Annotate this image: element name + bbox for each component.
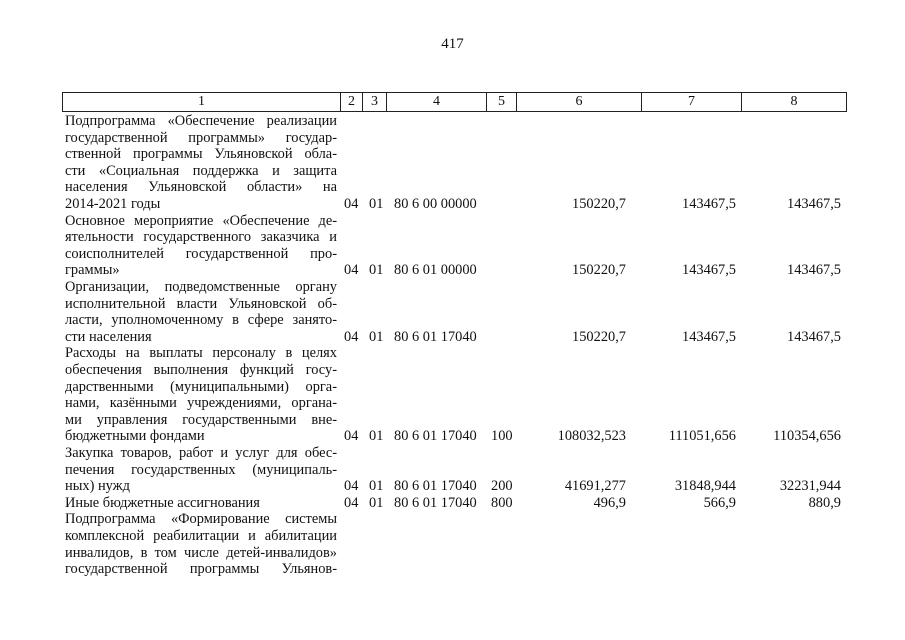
row-name — [65, 345, 337, 445]
cell-c5: 800 — [491, 494, 513, 511]
cell-c6: 150220,7 — [572, 196, 626, 212]
row-name-line: обеспечения выполнения функций госу- — [65, 361, 337, 378]
row-name-line: печения государственных (муниципаль- — [65, 461, 337, 478]
row-name-line: государственной программы Ульянов- — [65, 561, 337, 578]
cell-c2: 04 — [344, 262, 359, 279]
row-name-line: инвалидов, в том числе детей-инвалидов» — [65, 544, 337, 561]
cell-c6: 150220,7 — [572, 328, 626, 345]
cell-c8: 32231,944 — [779, 478, 841, 495]
row-name-line: сти «Социальная поддержка и защита — [65, 162, 337, 179]
cell-c7: 31848,944 — [674, 478, 736, 495]
row-name-line: Расходы на выплаты персоналу в целях — [65, 345, 337, 362]
cell-c5: 100 — [491, 428, 513, 445]
header-col-7: 7 — [642, 93, 742, 111]
cell-c2: 04 — [344, 196, 359, 212]
row-name-line: ми управления государственными вне- — [65, 411, 337, 428]
cell-c3: 01 — [369, 478, 384, 495]
page-number: 417 — [441, 36, 464, 52]
cell-c4: 80 6 00 00000 — [394, 196, 477, 212]
row-name-line: сти населения — [65, 328, 152, 345]
row-name — [65, 279, 337, 345]
row-name-line: населения Ульяновской области» на — [65, 179, 337, 196]
header-col-1: 1 — [63, 93, 341, 111]
cell-c6: 496,9 — [593, 494, 626, 511]
row-name — [65, 445, 337, 495]
cell-c7: 143467,5 — [682, 328, 736, 345]
cell-c2: 04 — [344, 478, 359, 495]
row-name-line: государственной программы» государ- — [65, 129, 337, 146]
row-name — [65, 511, 337, 577]
row-name-line: ласти, уполномоченному в сфере занято- — [65, 312, 337, 329]
header-col-4: 4 — [387, 93, 487, 111]
cell-c7: 566,9 — [703, 494, 736, 511]
row-name-line: ных) нужд — [65, 478, 130, 495]
header-col-3: 3 — [363, 93, 387, 111]
cell-c3: 01 — [369, 428, 384, 445]
cell-c8: 880,9 — [808, 494, 841, 511]
cell-c5: 200 — [491, 478, 513, 495]
cell-c4: 80 6 01 00000 — [394, 262, 477, 279]
row-name-line: исполнительной власти Ульяновской об- — [65, 295, 337, 312]
row-name-line: Иные бюджетные ассигнования — [65, 494, 260, 511]
row-name-line: Организации, подведомственные органу — [65, 279, 337, 295]
cell-c4: 80 6 01 17040 — [394, 428, 477, 445]
cell-c2: 04 — [344, 328, 359, 345]
row-name-line: комплексной реабилитации и абилитации — [65, 527, 337, 544]
row-name-line: соисполнителей государственной про- — [65, 245, 337, 262]
row-name-line: бюджетными фондами — [65, 428, 205, 445]
cell-c8: 143467,5 — [787, 328, 841, 345]
row-name-line: 2014-2021 годы — [65, 195, 161, 212]
row-name-line: Подпрограмма «Формирование системы — [65, 511, 337, 528]
cell-c7: 143467,5 — [682, 262, 736, 279]
cell-c7: 143467,5 — [682, 196, 736, 212]
cell-c7: 111051,656 — [668, 428, 736, 445]
row-name — [65, 113, 337, 213]
cell-c4: 80 6 01 17040 — [394, 494, 477, 511]
cell-c2: 04 — [344, 494, 359, 511]
cell-c3: 01 — [369, 262, 384, 279]
cell-c8: 110354,656 — [773, 428, 841, 445]
row-name — [65, 213, 337, 279]
header-col-6: 6 — [517, 93, 642, 111]
header-col-2: 2 — [341, 93, 363, 111]
row-name-line: нами, казёнными учреждениями, органа- — [65, 395, 337, 412]
cell-c6: 41691,277 — [564, 478, 626, 495]
row-name-line: Закупка товаров, работ и услуг для обес- — [65, 445, 337, 461]
cell-c3: 01 — [369, 494, 384, 511]
row-name-line: дарственными (муниципальными) орга- — [65, 378, 337, 395]
cell-c3: 01 — [369, 196, 384, 212]
row-name — [65, 495, 337, 512]
header-col-8: 8 — [790, 94, 798, 109]
row-name-line: граммы» — [65, 262, 120, 279]
cell-c4: 80 6 01 17040 — [394, 478, 477, 495]
cell-c6: 150220,7 — [572, 262, 626, 279]
row-name-line: Основное мероприятие «Обеспечение де- — [65, 212, 337, 229]
cell-c6: 108032,523 — [557, 428, 626, 445]
cell-c4: 80 6 01 17040 — [394, 328, 477, 345]
row-name-line: ятельности государственного заказчика и — [65, 229, 337, 246]
cell-c8: 143467,5 — [787, 196, 841, 212]
row-name-line: Подпрограмма «Обеспечение реализации — [65, 113, 337, 129]
header-col-5: 5 — [487, 93, 517, 111]
table-header — [62, 92, 847, 112]
row-name-line: ственной программы Ульяновской обла- — [65, 146, 337, 163]
cell-c2: 04 — [344, 428, 359, 445]
cell-c3: 01 — [369, 328, 384, 345]
cell-c8: 143467,5 — [787, 262, 841, 279]
